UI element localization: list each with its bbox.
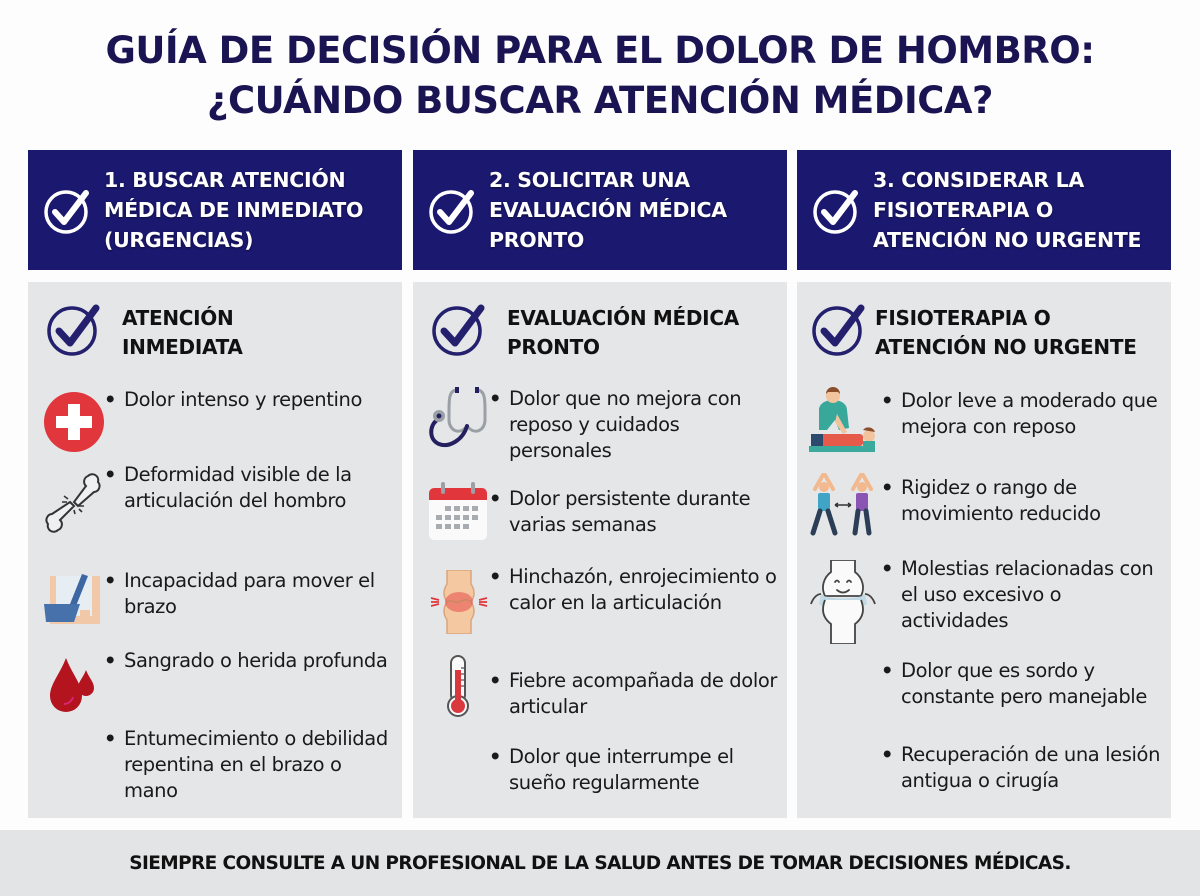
column-header xyxy=(797,150,1171,270)
stretching-exercise-icon xyxy=(809,471,877,539)
column-panel xyxy=(797,282,1171,818)
check-circle-icon xyxy=(811,185,861,235)
check-circle-icon xyxy=(42,185,92,235)
panel-subtitle xyxy=(809,300,1137,362)
disclaimer-footer xyxy=(0,830,1200,896)
stethoscope-icon xyxy=(427,386,491,450)
header-line: MÉDICA DE INMEDIATO xyxy=(104,198,364,222)
subtitle-line: PRONTO xyxy=(507,335,600,359)
header-line: EVALUACIÓN MÉDICA xyxy=(489,198,727,222)
item-text: • Dolor que interrumpe el sueño regularmente xyxy=(509,744,779,796)
subtitle-line: ATENCIÓN xyxy=(122,306,234,330)
column-soon xyxy=(413,150,787,794)
subtitle-line: ATENCIÓN NO URGENTE xyxy=(875,335,1137,359)
header-line: (URGENCIAS) xyxy=(104,228,254,252)
item-text: • Molestias relacionadas con el uso excesivo o actividades xyxy=(901,556,1171,634)
item-text: • Hinchazón, enrojecimiento o calor en la articulación xyxy=(509,564,779,616)
subtitle-line: EVALUACIÓN MÉDICA xyxy=(507,306,739,330)
item-text: • Dolor que es sordo y constante pero manejable xyxy=(901,658,1171,710)
page-title xyxy=(0,26,1200,126)
blood-drop-icon xyxy=(42,652,106,716)
item-text: • Rigidez o rango de movimiento reducido xyxy=(901,475,1171,527)
check-circle-icon xyxy=(809,300,867,358)
item-text: • Deformidad visible de la articulación del hombro xyxy=(124,462,394,514)
header-line: FISIOTERAPIA O xyxy=(873,198,1053,222)
panel-subtitle xyxy=(44,300,243,362)
item-text: • Sangrado o herida profunda xyxy=(124,648,394,674)
panel-subtitle xyxy=(429,300,739,362)
check-circle-icon xyxy=(44,300,102,358)
column-header xyxy=(413,150,787,270)
inflamed-joint-icon xyxy=(427,570,491,634)
check-circle-icon xyxy=(427,185,477,235)
item-text: • Dolor que no mejora con reposo y cuidados personales xyxy=(509,386,779,464)
header-line: 2. SOLICITAR UNA xyxy=(489,168,690,192)
happy-joint-icon xyxy=(809,560,877,644)
item-text: • Dolor leve a moderado que mejora con reposo xyxy=(901,388,1171,440)
calendar-icon xyxy=(427,480,491,544)
column-non-urgent xyxy=(797,150,1171,792)
header-line: 3. CONSIDERAR LA xyxy=(873,168,1084,192)
title-line-2: ¿CUÁNDO BUSCAR ATENCIÓN MÉDICA? xyxy=(206,79,994,122)
item-text: • Dolor intenso y repentino xyxy=(124,387,394,413)
subtitle-line: INMEDIATA xyxy=(122,335,243,359)
header-line: PRONTO xyxy=(489,228,585,252)
arm-sling-icon xyxy=(42,570,106,634)
medical-cross-icon xyxy=(42,390,106,454)
thermometer-icon xyxy=(427,654,491,718)
column-panel xyxy=(28,282,402,818)
disclaimer-text: SIEMPRE CONSULTE A UN PROFESIONAL DE LA SALUD ANTES DE TOMAR DECISIONES MÉDICAS. xyxy=(129,852,1071,874)
check-circle-icon xyxy=(429,300,487,358)
item-text: • Entumecimiento o debilidad repentina en el brazo o mano xyxy=(124,726,394,804)
item-text: • Recuperación de una lesión antigua o cirugía xyxy=(901,742,1171,794)
physiotherapist-icon xyxy=(807,386,877,456)
header-line: 1. BUSCAR ATENCIÓN xyxy=(104,168,346,192)
title-line-1: GUÍA DE DECISIÓN PARA EL DOLOR DE HOMBRO: xyxy=(105,29,1095,72)
broken-bone-icon xyxy=(42,470,106,534)
column-header xyxy=(28,150,402,270)
header-line: ATENCIÓN NO URGENTE xyxy=(873,228,1142,252)
item-text: • Fiebre acompañada de dolor articular xyxy=(509,668,779,720)
subtitle-line: FISIOTERAPIA O xyxy=(875,306,1051,330)
column-urgent xyxy=(28,150,402,802)
item-text: • Incapacidad para mover el brazo xyxy=(124,568,394,620)
item-text: • Dolor persistente durante varias semanas xyxy=(509,486,779,538)
column-panel xyxy=(413,282,787,818)
